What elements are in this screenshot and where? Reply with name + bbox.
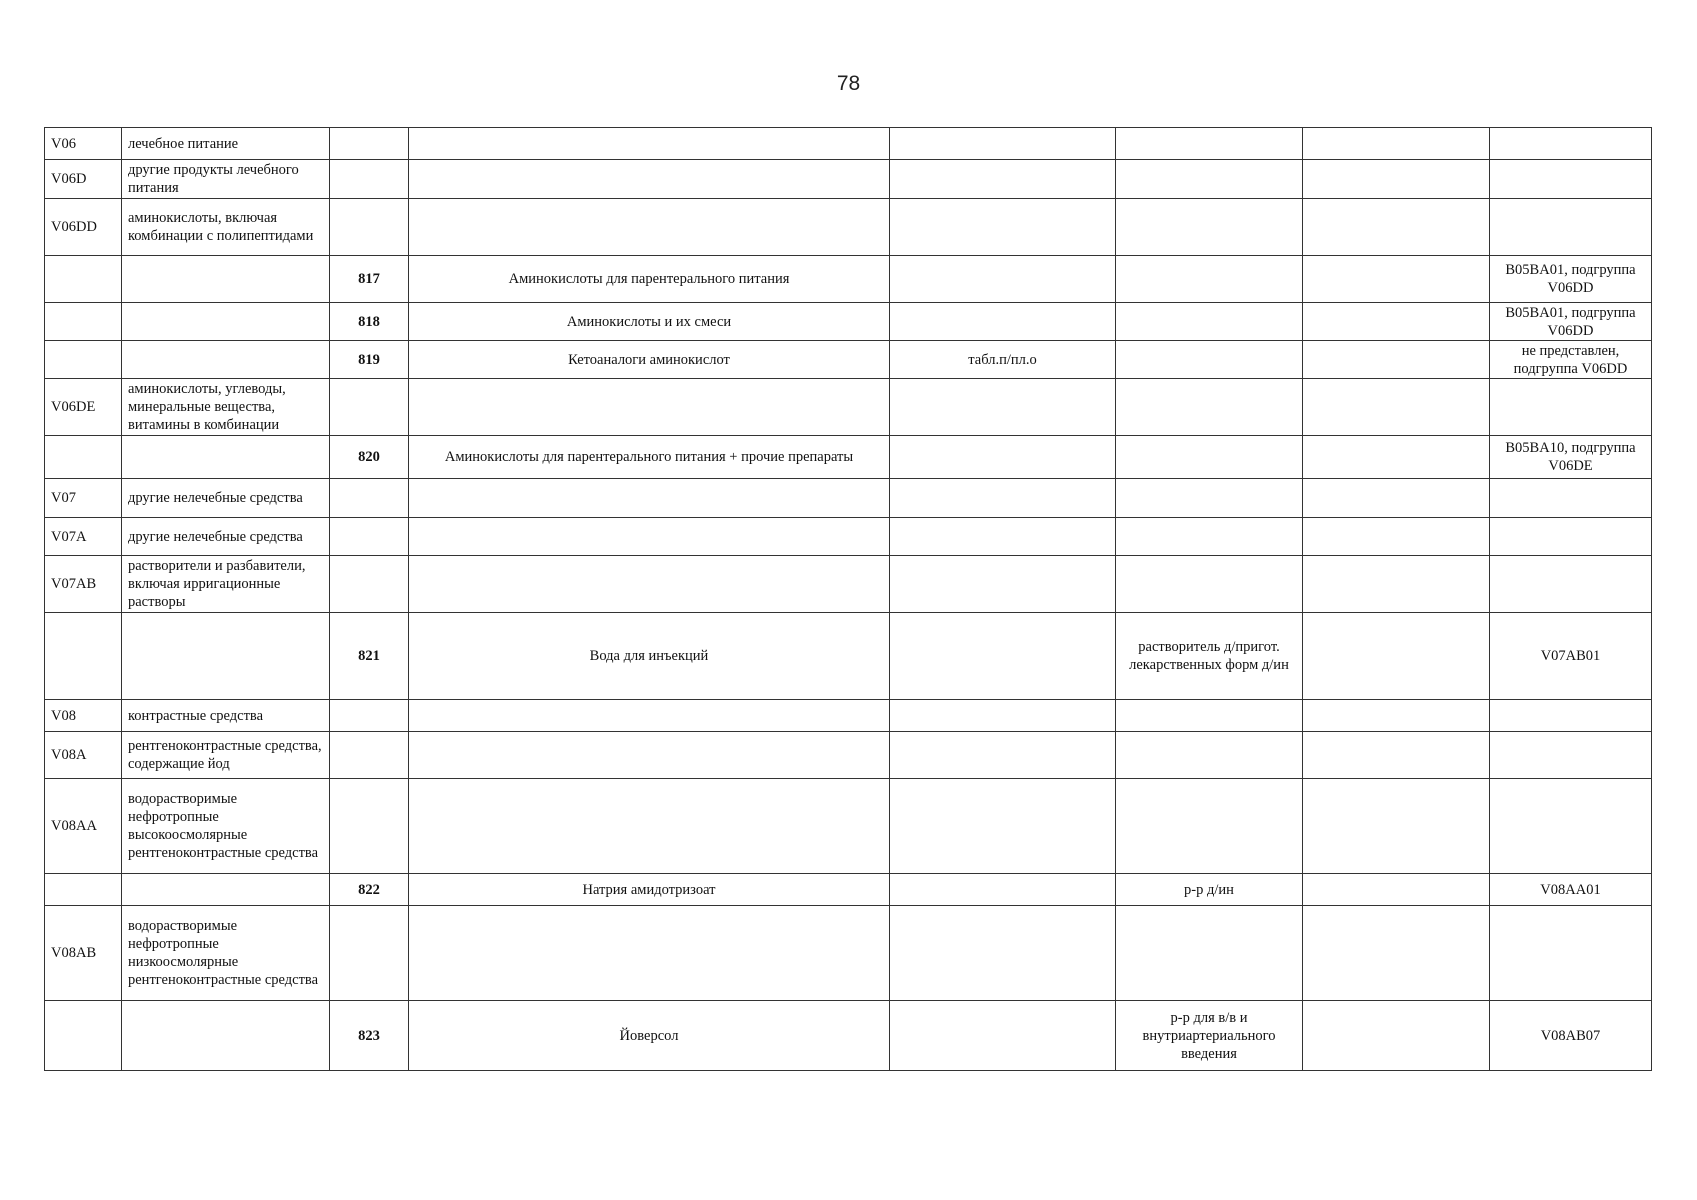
group-name-cell [122,256,330,303]
table-row [45,256,1652,303]
drug-name-cell: Натрия амидотризоат [409,874,890,906]
dosage-form-secondary-cell [1116,303,1303,341]
table-row [45,906,1652,1001]
dosage-form-cell [890,906,1116,1001]
dosage-form-secondary-cell [1116,700,1303,732]
group-name-cell [122,436,330,479]
atc-reference-cell: B05BA01, подгруппа V06DD [1490,303,1652,341]
dosage-form-secondary-cell [1116,199,1303,256]
table-row [45,436,1652,479]
dosage-form-secondary-cell [1116,556,1303,613]
atc-reference-cell [1490,128,1652,160]
atc-reference-cell: V08AB07 [1490,1001,1652,1071]
dosage-form-secondary-cell [1116,128,1303,160]
atc-code-cell: V08A [45,732,122,779]
item-number-cell [330,160,409,199]
dosage-form-cell: табл.п/пл.о [890,341,1116,379]
dosage-form-cell [890,1001,1116,1071]
item-number-cell [330,779,409,874]
item-number-cell [330,732,409,779]
dosage-form-cell [890,732,1116,779]
dosage-form-secondary-cell: растворитель д/пригот. лекарственных форм д/ин [1116,613,1303,700]
atc-reference-cell: не представлен, подгруппа V06DD [1490,341,1652,379]
extra-cell [1303,779,1490,874]
drug-name-cell: Аминокислоты и их смеси [409,303,890,341]
atc-reference-cell [1490,479,1652,518]
drug-name-cell [409,128,890,160]
group-name-cell [122,303,330,341]
dosage-form-secondary-cell [1116,518,1303,556]
dosage-form-cell [890,479,1116,518]
atc-code-cell: V08 [45,700,122,732]
extra-cell [1303,906,1490,1001]
table-row [45,479,1652,518]
atc-code-cell [45,341,122,379]
group-name-cell: другие нелечебные средства [122,518,330,556]
dosage-form-cell [890,518,1116,556]
dosage-form-cell [890,613,1116,700]
table-row [45,874,1652,906]
group-name-cell: рентгеноконтрастные средства, содержащие йод [122,732,330,779]
extra-cell [1303,556,1490,613]
dosage-form-secondary-cell [1116,436,1303,479]
extra-cell [1303,874,1490,906]
atc-code-cell: V07 [45,479,122,518]
table-row [45,341,1652,379]
drug-name-cell [409,906,890,1001]
atc-code-cell: V08AB [45,906,122,1001]
extra-cell [1303,128,1490,160]
group-name-cell: лечебное питание [122,128,330,160]
dosage-form-secondary-cell [1116,160,1303,199]
item-number-cell [330,518,409,556]
dosage-form-cell [890,379,1116,436]
table-row [45,613,1652,700]
item-number-cell: 822 [330,874,409,906]
atc-reference-cell: B05BA10, подгруппа V06DE [1490,436,1652,479]
item-number-cell [330,556,409,613]
atc-code-cell [45,613,122,700]
drug-name-cell [409,479,890,518]
drug-name-cell [409,518,890,556]
dosage-form-cell [890,779,1116,874]
dosage-form-cell [890,160,1116,199]
item-number-cell: 818 [330,303,409,341]
group-name-cell: аминокислоты, включая комбинации с полипептидами [122,199,330,256]
dosage-form-cell [890,556,1116,613]
table-body [45,128,1652,1071]
group-name-cell [122,874,330,906]
drug-name-cell [409,732,890,779]
atc-reference-cell [1490,906,1652,1001]
group-name-cell [122,1001,330,1071]
dosage-form-cell [890,303,1116,341]
table-row [45,1001,1652,1071]
item-number-cell: 817 [330,256,409,303]
atc-code-cell [45,303,122,341]
dosage-form-secondary-cell [1116,479,1303,518]
atc-reference-cell [1490,199,1652,256]
table-row [45,160,1652,199]
dosage-form-cell [890,128,1116,160]
extra-cell [1303,436,1490,479]
atc-code-cell [45,256,122,303]
drug-list-table [44,127,1652,1071]
item-number-cell [330,906,409,1001]
table-row [45,199,1652,256]
extra-cell [1303,199,1490,256]
extra-cell [1303,518,1490,556]
drug-name-cell: Йоверсол [409,1001,890,1071]
table-row [45,779,1652,874]
item-number-cell: 823 [330,1001,409,1071]
atc-code-cell: V06D [45,160,122,199]
drug-name-cell: Кетоаналоги аминокислот [409,341,890,379]
atc-code-cell: V06DD [45,199,122,256]
group-name-cell: другие нелечебные средства [122,479,330,518]
drug-name-cell [409,379,890,436]
group-name-cell: водорастворимые нефротропные низкоосмолярные рентгеноконтрастные средства [122,906,330,1001]
atc-reference-cell [1490,556,1652,613]
atc-code-cell: V06 [45,128,122,160]
drug-name-cell: Аминокислоты для парентерального питания [409,256,890,303]
extra-cell [1303,1001,1490,1071]
table-row [45,128,1652,160]
atc-reference-cell [1490,379,1652,436]
atc-code-cell: V08AA [45,779,122,874]
group-name-cell: растворители и разбавители, включая ирригационные растворы [122,556,330,613]
item-number-cell [330,128,409,160]
atc-reference-cell [1490,732,1652,779]
drug-name-cell [409,700,890,732]
dosage-form-secondary-cell [1116,256,1303,303]
group-name-cell: другие продукты лечебного питания [122,160,330,199]
dosage-form-cell [890,436,1116,479]
group-name-cell [122,341,330,379]
dosage-form-secondary-cell [1116,906,1303,1001]
dosage-form-cell [890,700,1116,732]
table-row [45,700,1652,732]
drug-name-cell [409,199,890,256]
atc-reference-cell: V08AA01 [1490,874,1652,906]
dosage-form-cell [890,256,1116,303]
extra-cell [1303,341,1490,379]
atc-reference-cell: B05BA01, подгруппа V06DD [1490,256,1652,303]
atc-reference-cell [1490,518,1652,556]
atc-code-cell: V06DE [45,379,122,436]
extra-cell [1303,732,1490,779]
group-name-cell: водорастворимые нефротропные высокоосмолярные рентгеноконтрастные средства [122,779,330,874]
extra-cell [1303,613,1490,700]
table-row [45,732,1652,779]
item-number-cell: 820 [330,436,409,479]
extra-cell [1303,700,1490,732]
dosage-form-secondary-cell [1116,379,1303,436]
extra-cell [1303,303,1490,341]
item-number-cell: 821 [330,613,409,700]
drug-name-cell: Вода для инъекций [409,613,890,700]
dosage-form-secondary-cell [1116,732,1303,779]
item-number-cell [330,700,409,732]
atc-code-cell [45,1001,122,1071]
group-name-cell: контрастные средства [122,700,330,732]
atc-code-cell [45,874,122,906]
dosage-form-secondary-cell [1116,341,1303,379]
atc-reference-cell: V07AB01 [1490,613,1652,700]
table-row [45,556,1652,613]
dosage-form-secondary-cell: р-р д/ин [1116,874,1303,906]
item-number-cell [330,379,409,436]
drug-name-cell [409,556,890,613]
atc-code-cell: V07AB [45,556,122,613]
table-row [45,379,1652,436]
group-name-cell [122,613,330,700]
dosage-form-secondary-cell [1116,779,1303,874]
item-number-cell [330,479,409,518]
item-number-cell: 819 [330,341,409,379]
atc-code-cell: V07A [45,518,122,556]
page-number: 78 [836,72,861,95]
table-row [45,303,1652,341]
group-name-cell: аминокислоты, углеводы, минеральные вещества, витамины в комбинации [122,379,330,436]
drug-name-cell: Аминокислоты для парентерального питания + прочие препараты [409,436,890,479]
dosage-form-cell [890,199,1116,256]
extra-cell [1303,256,1490,303]
extra-cell [1303,379,1490,436]
extra-cell [1303,160,1490,199]
atc-reference-cell [1490,160,1652,199]
drug-name-cell [409,160,890,199]
table-row [45,518,1652,556]
drug-name-cell [409,779,890,874]
item-number-cell [330,199,409,256]
atc-reference-cell [1490,700,1652,732]
atc-code-cell [45,436,122,479]
dosage-form-secondary-cell: р-р для в/в и внутриартериального введения [1116,1001,1303,1071]
atc-reference-cell [1490,779,1652,874]
dosage-form-cell [890,874,1116,906]
extra-cell [1303,479,1490,518]
